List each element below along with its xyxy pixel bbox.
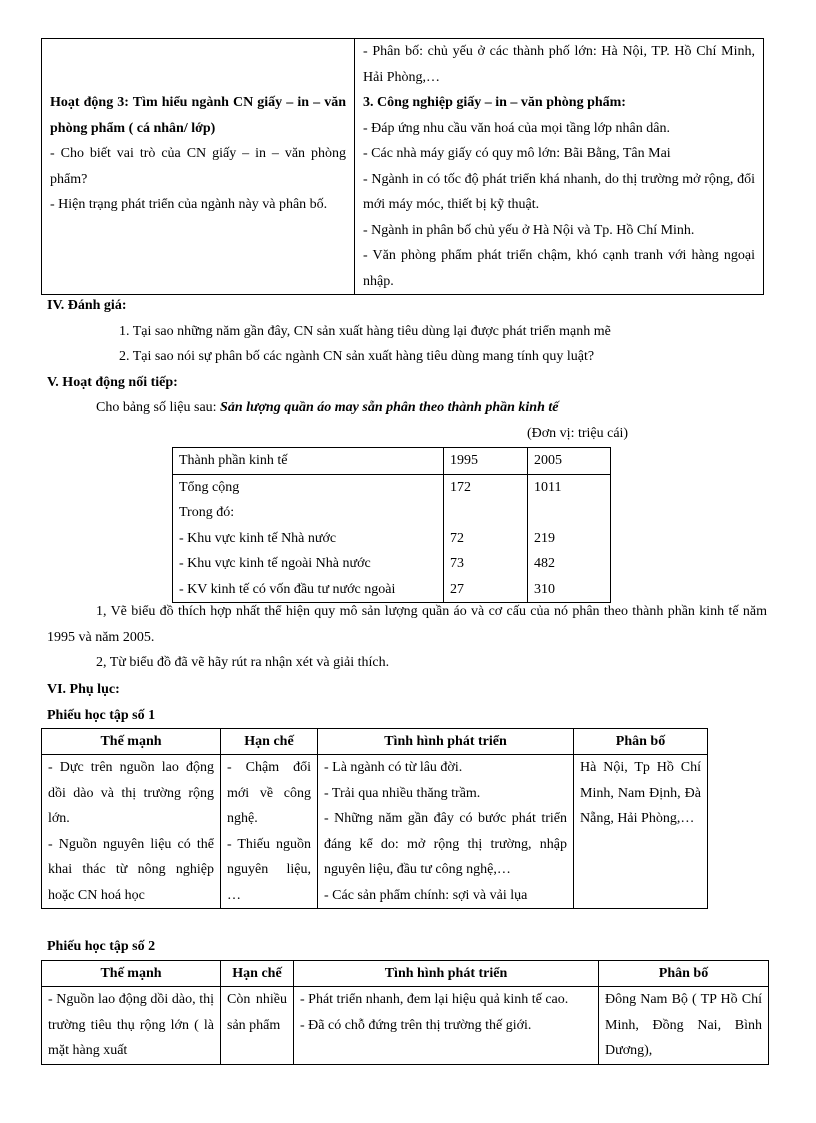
worksheet-2-table: [41, 960, 769, 1065]
row-label: - Khu vực kinh tế ngoài Nhà nước: [179, 556, 371, 571]
header-cell: Thế mạnh: [42, 961, 221, 987]
distribution-cell: Đông Nam Bộ ( TP Hồ Chí Minh, Đồng Nai, Bình Dương),: [599, 987, 769, 1065]
strengths-cell: [42, 755, 221, 909]
production-table: [172, 447, 611, 603]
header-cell: 1995: [444, 448, 528, 475]
limits-cell: [221, 755, 318, 909]
header-cell: Tình hình phát triển: [318, 729, 574, 755]
section-4-title: IV. Đánh giá:: [47, 298, 127, 313]
limits-cell: Còn nhiều sản phẩm: [221, 987, 294, 1065]
unit-note: (Đơn vị: triệu cái): [527, 426, 629, 441]
strengths-cell: - Nguồn lao động dồi dào, thị trường tiêu thụ rộng lớn ( là mặt hàng xuất: [42, 987, 221, 1065]
cell-line: - Nguồn nguyên liệu có thể khai thác từ nông nghiệp hoặc CN hoá học: [48, 836, 214, 903]
header-cell: Tình hình phát triển: [294, 961, 599, 987]
development-cell: [294, 987, 599, 1065]
header-cell: Phân bố: [599, 961, 769, 987]
value-2005: 1011: [534, 479, 562, 495]
distribution-cell: [574, 755, 708, 909]
value-1995: 73: [450, 556, 464, 571]
row-label: - Khu vực kinh tế Nhà nước: [179, 530, 337, 546]
cell-line: - Dực trên nguồn lao động dồi dào và thị trường rộng lớn.: [48, 760, 214, 826]
value-2005: 482: [534, 556, 555, 571]
task-2: 2, Từ biểu đồ đã vẽ hãy rút ra nhận xét và giải thích.: [96, 655, 390, 670]
data-intro: [96, 398, 558, 418]
cell-line: - Đã có chỗ đứng trên thị trường thế giới.: [300, 1017, 532, 1033]
answer-line: - Các nhà máy giấy có quy mô lớn: Bãi Bằng, Tân Mai: [363, 146, 671, 161]
cell-line: - Thiếu nguồn nguyên liệu, …: [227, 836, 311, 903]
row-label: Tổng cộng: [179, 479, 240, 495]
worksheet-1-table: [41, 728, 708, 909]
intro-text: Cho bảng số liệu sau:: [96, 400, 221, 415]
header-cell: 2005: [528, 448, 611, 475]
value-2005: 310: [534, 581, 555, 597]
table-caption: Sản lượng quần áo may sẵn phân theo thành phần kinh tế: [220, 400, 559, 415]
sheet-1-title: Phiếu học tập số 1: [47, 708, 156, 723]
header-cell: Thế mạnh: [42, 729, 221, 755]
cell-line: - Các sản phẩm chính: sợi và vải lụa: [324, 887, 528, 903]
cell-line: - Chậm đổi mới về công nghệ.: [227, 760, 311, 826]
header-cell: Hạn chế: [221, 729, 318, 755]
answer-line: - Ngành in phân bố chủ yếu ở Hà Nội và Tp. Hồ Chí Minh.: [363, 222, 695, 238]
section-6-title: VI. Phụ lục:: [47, 682, 120, 697]
answer-line: - Đáp ứng nhu cầu văn hoá của mọi tầng lớp nhân dân.: [363, 120, 670, 136]
evaluation-question-2: 2. Tại sao nói sự phân bố các ngành CN sản xuất hàng tiêu dùng mang tính quy luật?: [119, 349, 595, 364]
table-header-row: [42, 729, 708, 755]
table-row: [173, 474, 611, 603]
sheet-2-title: Phiếu học tập số 2: [47, 939, 156, 954]
answer-line: - Ngành in có tốc độ phát triển khá nhanh, do thị trường mở rộng, đổi mới máy móc, thiết bị kỹ thuật.: [363, 171, 755, 212]
task-1: 1, Vẽ biểu đồ thích hợp nhất thể hiện quy mô sản lượng quần áo và cơ cấu của nó phân theo thành phần kinh tế năm 1995 và năm 2005.: [47, 604, 767, 645]
cell-line: - Những năm gần đây có bước phát triển đáng kể do: mở rộng thị trường, nhập nguyên liệu, đầu tư công nghệ,…: [324, 811, 567, 877]
question-role: - Cho biết vai trò của CN giấy – in – văn phòng phẩm?: [50, 146, 346, 187]
header-cell: Phân bố: [574, 729, 708, 755]
header-cell: Thành phần kinh tế: [173, 448, 444, 475]
table-cell: [444, 474, 528, 603]
evaluation-question-1: 1. Tại sao những năm gần đây, CN sản xuất hàng tiêu dùng lại được phát triển mạnh mẽ: [119, 324, 611, 339]
header-cell: Hạn chế: [221, 961, 294, 987]
value-2005: 219: [534, 530, 555, 546]
value-1995: 27: [450, 581, 464, 597]
cell-line: Hà Nội, Tp Hồ Chí Minh, Nam Định, Đà Nẵng, Hải Phòng,…: [580, 760, 701, 826]
activity-answers-cell: [355, 39, 764, 295]
development-cell: [318, 755, 574, 909]
table-header-row: [42, 961, 769, 987]
row-label: Trong đó:: [179, 505, 235, 520]
activity-questions-cell: [42, 39, 355, 295]
cell-line: - Là ngành có từ lâu đời.: [324, 760, 463, 775]
section-5-title: V. Hoạt động nối tiếp:: [47, 375, 178, 390]
table-cell: [173, 474, 444, 603]
value-1995: 172: [450, 479, 471, 495]
question-status: - Hiện trạng phát triển của ngành này và phân bố.: [50, 197, 328, 212]
answer-line: - Phân bố: chủ yếu ở các thành phố lớn: Hà Nội, TP. Hồ Chí Minh, Hải Phòng,…: [363, 44, 755, 85]
answer-heading: 3. Công nghiệp giấy – in – văn phòng phẩm:: [363, 95, 626, 110]
table-row: [42, 755, 708, 909]
table-cell: [528, 474, 611, 603]
answer-line: - Văn phòng phẩm phát triển chậm, khó cạnh tranh với hàng ngoại nhập.: [363, 248, 755, 289]
cell-line: - Trải qua nhiều thăng trầm.: [324, 785, 481, 801]
table-header-row: [173, 448, 611, 475]
cell-line: - Phát triển nhanh, đem lại hiệu quả kinh tế cao.: [300, 992, 569, 1007]
value-1995: 72: [450, 530, 464, 546]
row-label: - KV kinh tế có vốn đầu tư nước ngoài: [179, 581, 396, 597]
activity-3-title: Hoạt động 3: Tìm hiểu ngành CN giấy – in – văn phòng phẩm ( cá nhân/ lớp): [50, 95, 346, 136]
table-row: [42, 987, 769, 1065]
activity-table: [41, 38, 764, 295]
